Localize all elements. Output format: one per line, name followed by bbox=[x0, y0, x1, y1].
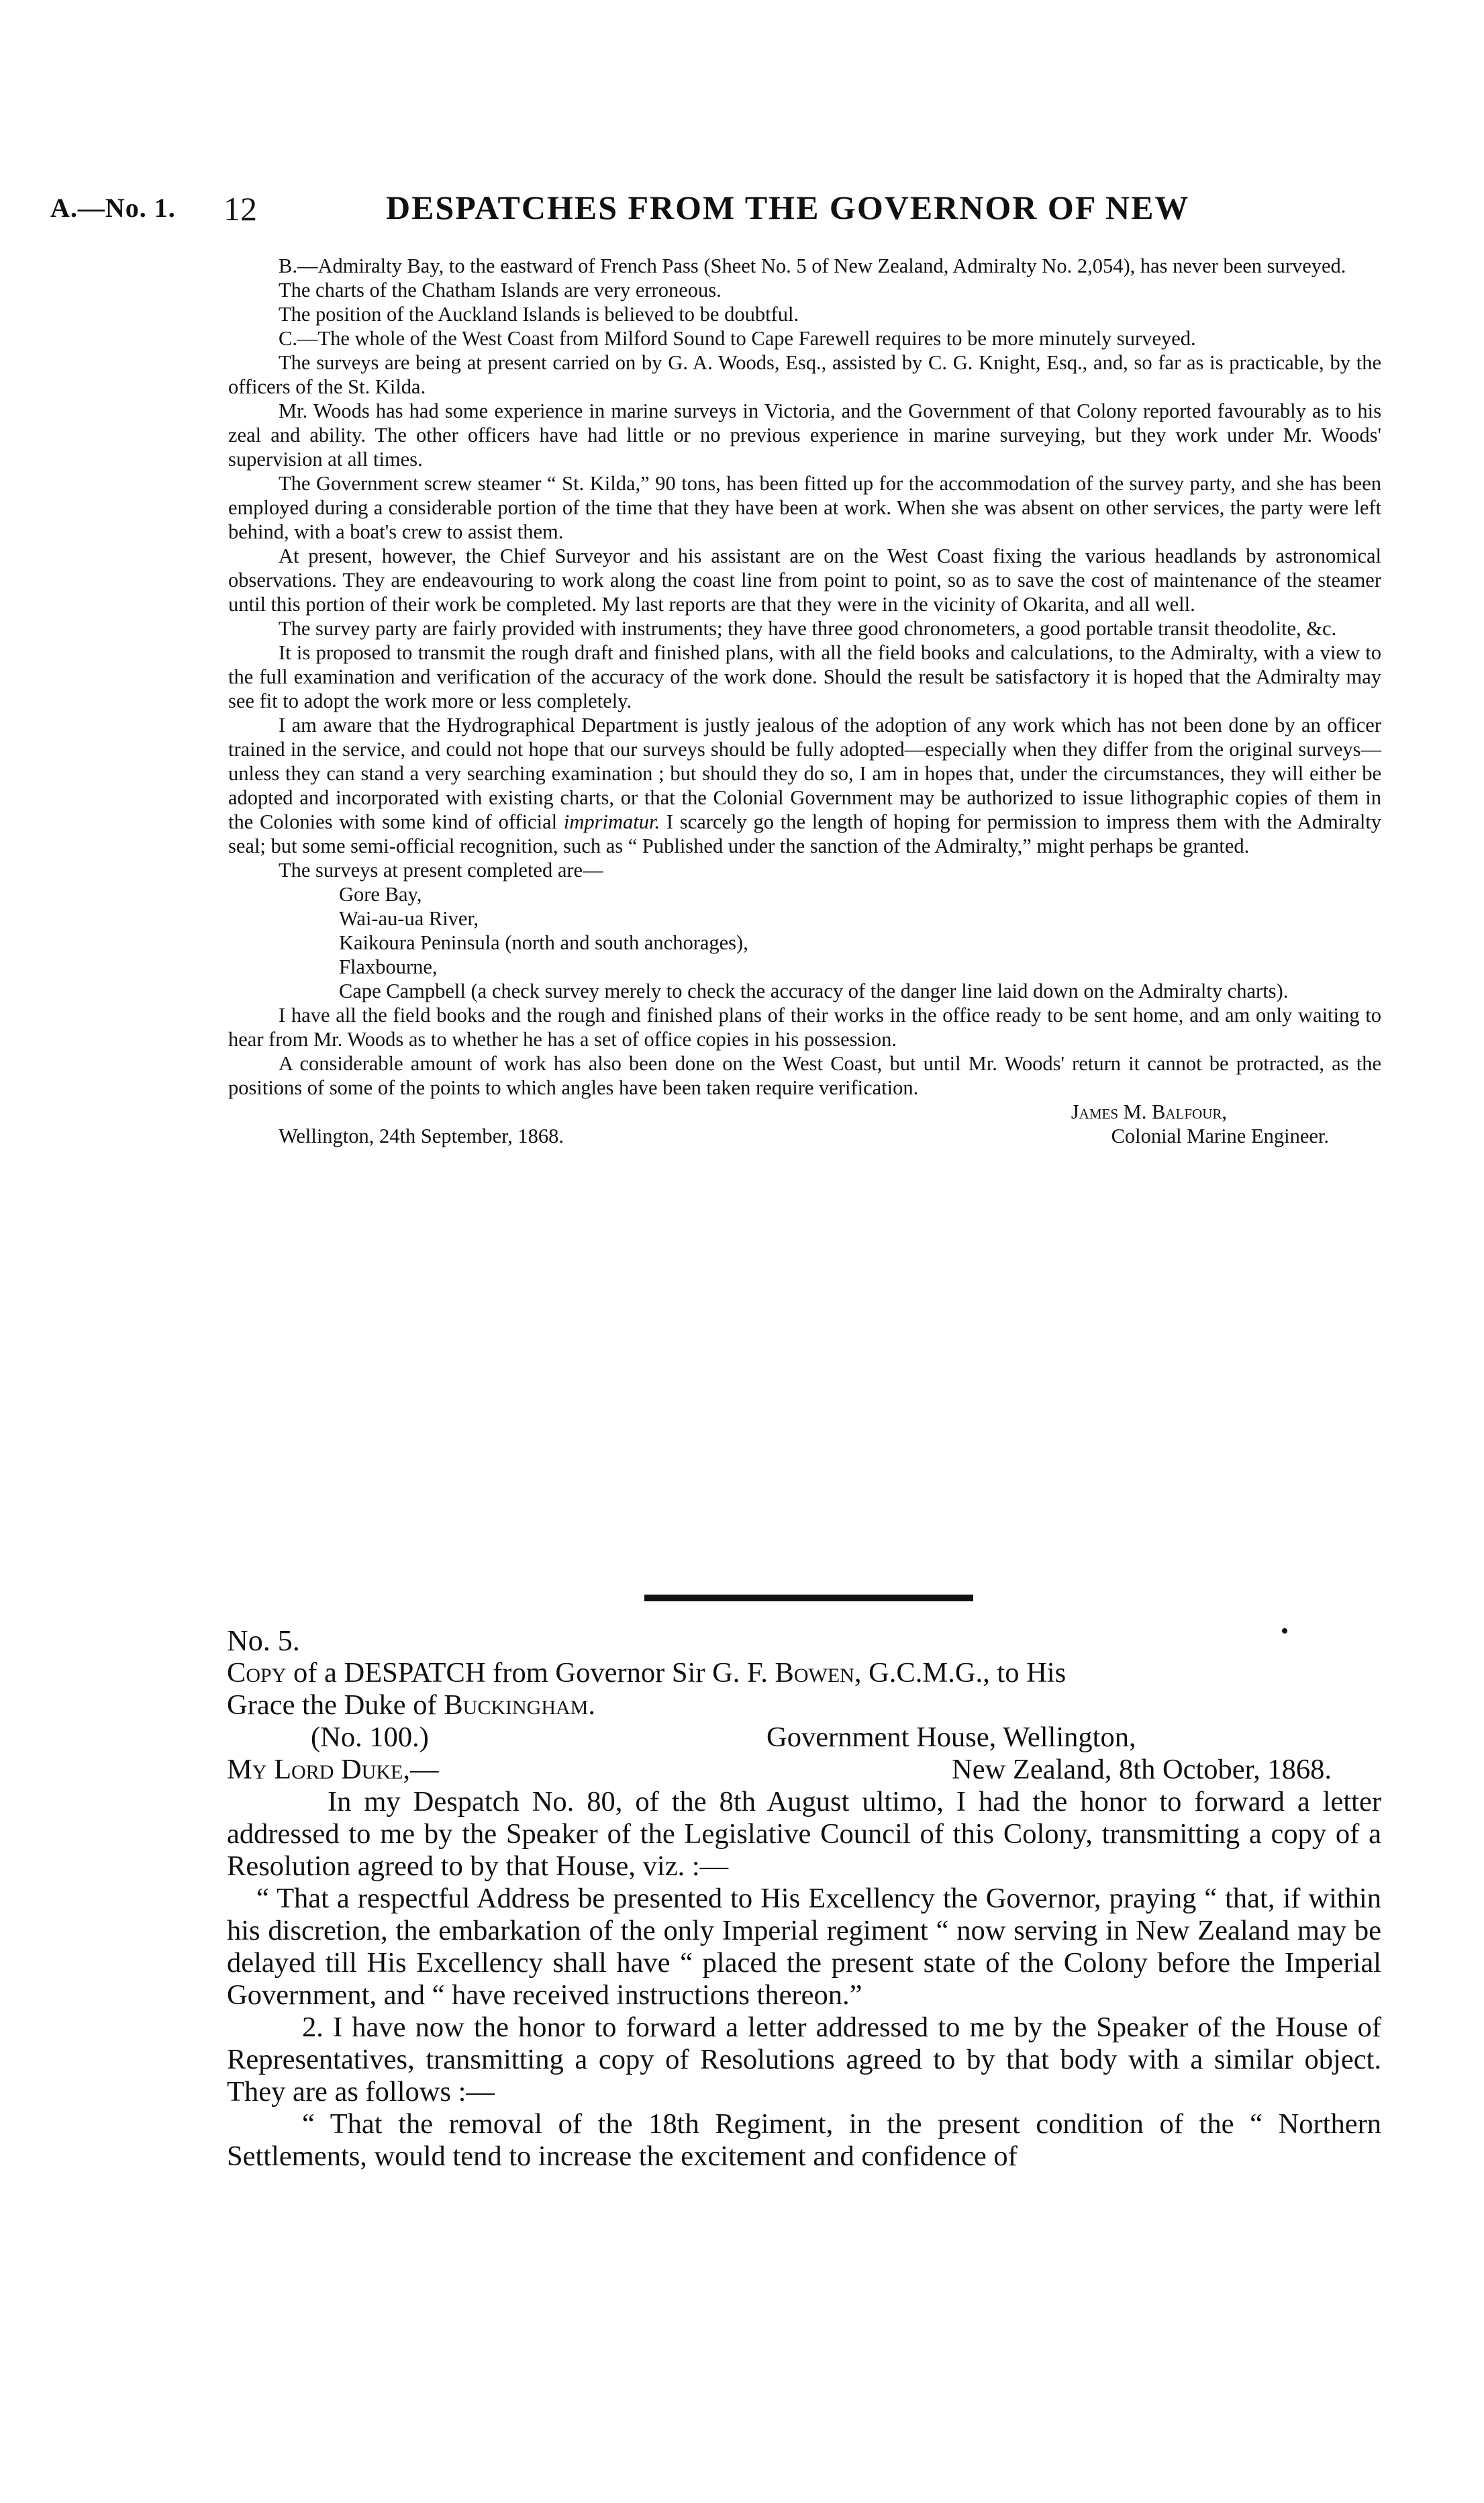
report-paragraph: The position of the Auckland Islands is believed to be doubtful. bbox=[279, 303, 799, 326]
list-item: Wai-au-ua River, bbox=[339, 907, 479, 930]
list-item: Flaxbourne, bbox=[339, 955, 438, 978]
heading-copy: Copy bbox=[227, 1657, 287, 1689]
report-paragraph: Mr. Woods has had some experience in marine surveys in Victoria, and the Government of that Colony reported favourably as to his zeal and ability. The other officers have had little or no previous experience in marine surveying, but they work under Mr. Woods' supervision at all times. bbox=[228, 399, 1381, 471]
paper-reference: A.—No. 1. bbox=[50, 193, 176, 223]
heading-part: Grace the Duke of bbox=[227, 1689, 437, 1721]
report-paragraph: I have all the field books and the rough and finished plans of their works in the office ready to be sent home, and am only waiting to hear from Mr. Woods as to whether he has a set of office copies in his possession. bbox=[228, 1004, 1381, 1051]
salutation: My Lord Duke,— bbox=[227, 1754, 439, 1785]
signature-block bbox=[228, 1100, 1381, 1148]
report-paragraph-hydrographic bbox=[228, 713, 1381, 858]
list-item: Kaikoura Peninsula (north and south anchorages), bbox=[339, 931, 748, 954]
report-paragraph: A considerable amount of work has also been done on the West Coast, but until Mr. Woods' return it cannot be protracted, as the positions of some of the points to which angles have been taken require verification. bbox=[228, 1052, 1381, 1099]
despatch-paragraph: 2. I have now the honor to forward a letter addressed to me by the Speaker of the House of Representatives, transmitting a copy of Resolutions agreed to by that body with a similar object. They are as follows :— bbox=[227, 2012, 1381, 2108]
despatch-address bbox=[227, 1721, 1381, 1786]
heading-buckingham: Buckingham bbox=[444, 1689, 589, 1721]
hydro-italic: imprimatur. bbox=[563, 810, 660, 833]
page-number: 12 bbox=[224, 190, 257, 228]
report-paragraph: The survey party are fairly provided with instruments; they have three good chronometers, a good portable transit theodolite, &c. bbox=[279, 617, 1337, 640]
surveys-list bbox=[228, 882, 1381, 1003]
report-paragraph: It is proposed to transmit the rough draft and finished plans, with all the field books and calculations, to the Admiralty, with a view to the full examination and verification of the accuracy of the work done. Should the result be satisfactory it is hoped that the Admiralty may see fit to adopt the work more or less completely. bbox=[228, 641, 1381, 712]
list-item: Gore Bay, bbox=[339, 883, 422, 906]
running-title: DESPATCHES FROM THE GOVERNOR OF NEW bbox=[386, 189, 1190, 226]
report-paragraph: B.—Admiralty Bay, to the eastward of French Pass (Sheet No. 5 of New Zealand, Admiralty No. 2,054), has never been surveyed. bbox=[279, 254, 1346, 277]
despatch-place: Government House, Wellington, bbox=[766, 1721, 1136, 1753]
report-paragraph: The charts of the Chatham Islands are very erroneous. bbox=[279, 279, 722, 301]
resolution-quote: “ That a respectful Address be presented to His Excellency the Governor, praying “ that, if within his discretion, the embarkation of the only Imperial regiment “ now serving in New Zealand may be delayed till His Excellency shall have “ placed the present state of the Colony before the Imperial Government, and “ have received instructions thereon.” bbox=[227, 1883, 1381, 2011]
hydro-text: I am aware that the Hydrographical Department is justly jealous of the adoption of any work which has not been done by an officer trained in the service, and could not hope that our surveys should be fully adopted—especially when they differ from the original surveys—unless they can stand a very searching examination ; but should they do so, I am in hopes that, under the circumstances, they will either be adopted and incorporated with existing charts, or that the Colonial Government may be authorized to issue lithographic copies of them in the Colonies with some kind of official bbox=[228, 714, 1381, 833]
report-paragraph: The Government screw steamer “ St. Kilda,” 90 tons, has been fitted up for the accommodation of the survey party, and she has been employed during a considerable portion of the time that they have been at work. When she was absent on other services, the party were left behind, with a boat's crew to assist them. bbox=[228, 472, 1381, 543]
signatory-title: Colonial Marine Engineer. bbox=[1111, 1125, 1329, 1147]
despatch-no-5 bbox=[227, 1625, 1381, 2173]
heading-part: . bbox=[588, 1689, 595, 1721]
signatory-name: James M. Balfour, bbox=[1071, 1100, 1227, 1123]
page-header bbox=[50, 189, 1393, 232]
despatch-number: No. 5. bbox=[227, 1624, 300, 1657]
despatch-heading bbox=[227, 1657, 1381, 1721]
report-paragraph: The surveys are being at present carried on by G. A. Woods, Esq., assisted by C. G. Knight, Esq., and, so far as is practicable, by the officers of the St. Kilda. bbox=[228, 351, 1381, 398]
list-intro: The surveys at present completed are— bbox=[279, 859, 603, 882]
report-date: Wellington, 24th September, 1868. bbox=[279, 1125, 564, 1147]
report-paragraph: C.—The whole of the West Coast from Milford Sound to Cape Farewell requires to be more minutely surveyed. bbox=[279, 327, 1196, 350]
heading-part: , G.C.M.G., to His bbox=[854, 1657, 1067, 1689]
report-paragraph: At present, however, the Chief Surveyor and his assistant are on the West Coast fixing the various headlands by astronomical observations. They are endeavouring to work along the coast line from point to point, so as to save the cost of maintenance of the steamer until this portion of their work be completed. My last reports are that they were in the vicinity of Okarita, and all well. bbox=[228, 545, 1381, 616]
despatch-paragraph: In my Despatch No. 80, of the 8th August ultimo, I had the honor to forward a letter addressed to me by the Speaker of the Legislative Council of this Colony, transmitting a copy of a Resolution agreed to by that House, viz. :— bbox=[227, 1786, 1381, 1882]
despatch-date: New Zealand, 8th October, 1868. bbox=[952, 1754, 1332, 1785]
resolution-quote: “ That the removal of the 18th Regiment, in the present condition of the “ Northern Settlements, would tend to increase the excitement and confidence of bbox=[227, 2108, 1381, 2172]
despatch-ref: (No. 100.) bbox=[311, 1721, 429, 1753]
list-item: Cape Campbell (a check survey merely to check the accuracy of the danger line laid down on the Admiralty charts). bbox=[339, 980, 1289, 1002]
heading-part: of a DESPATCH from Governor Sir G. F. bbox=[293, 1657, 768, 1689]
engineer-report bbox=[228, 254, 1381, 1148]
heading-bowen: Bowen bbox=[775, 1657, 854, 1689]
section-divider bbox=[644, 1595, 973, 1601]
hydro-text-2: I scarcely go the length of hoping for permission to impress them with the Admiralty seal; but some semi-official recognition, such as “ Published under the sanction of the Admiralty,” might perhaps be granted. bbox=[228, 810, 1382, 857]
